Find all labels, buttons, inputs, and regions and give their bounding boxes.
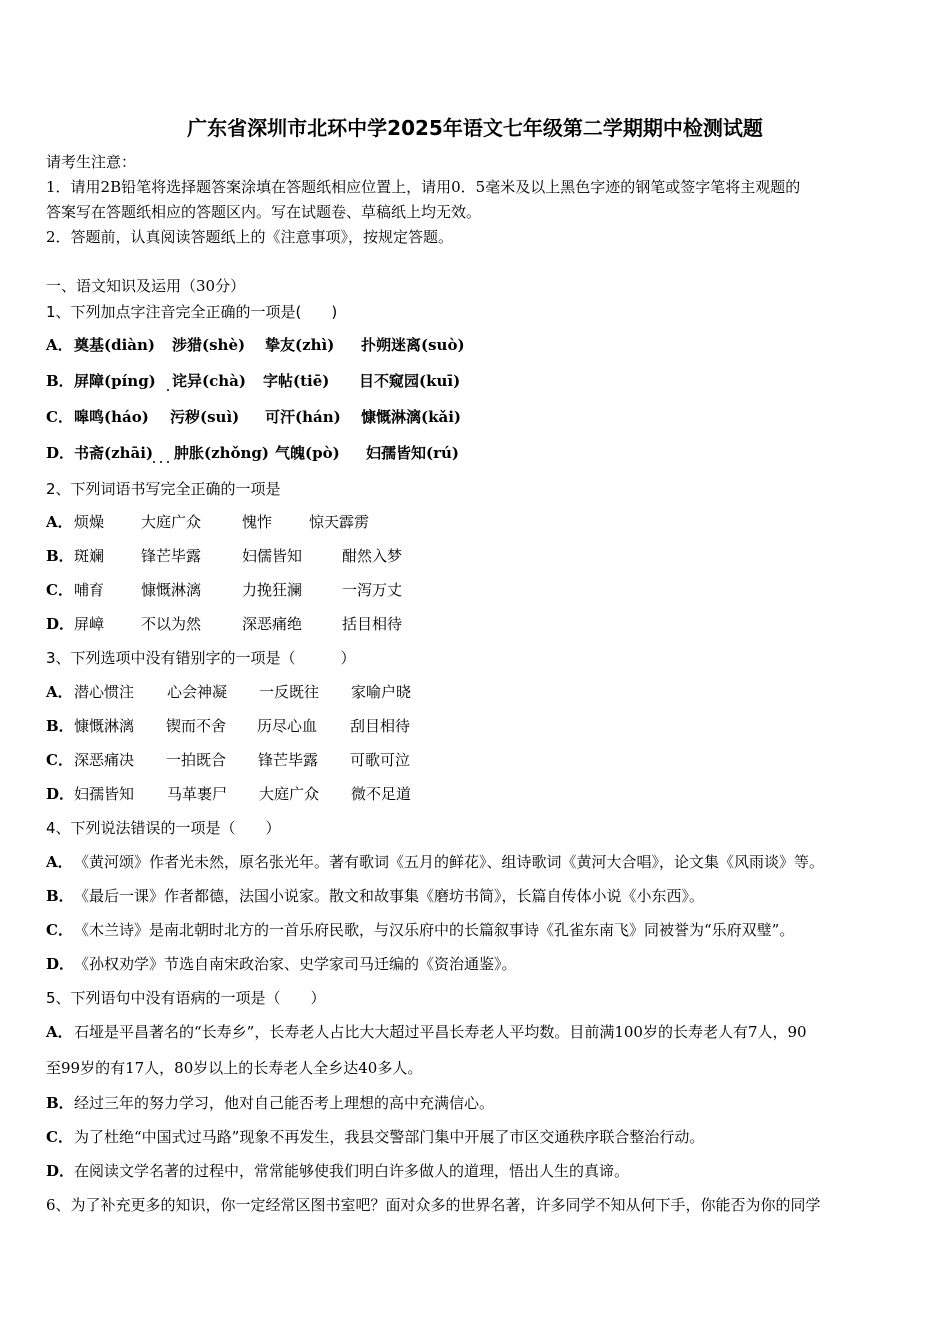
option-word: 挚友(zhì): [265, 336, 335, 354]
option-word: 哺育: [74, 581, 105, 599]
option-label: A．: [46, 683, 73, 701]
option-label: A．: [46, 1023, 73, 1041]
option-word: 一拍既合: [166, 751, 227, 769]
option-text: 《孙权劝学》节选自南宋政治家、史学家司马迁编的《资治通鉴》。: [74, 955, 517, 973]
option-word: 字帖(tiē): [263, 372, 330, 390]
option-word: 书斋(zhāi): [74, 444, 154, 462]
q4-option-b: [46, 886, 704, 906]
option-word: 慷慨淋漓: [74, 717, 135, 735]
option-word: 力挽狂澜: [242, 581, 303, 599]
option-word: 妇孺皆知(rú): [366, 444, 460, 462]
option-word: 一泻万丈: [342, 581, 403, 599]
q4-option-d: [46, 954, 517, 974]
option-text: 《最后一课》作者都德，法国小说家。散文和故事集《磨坊书简》，长篇自传体小说《小东西》。: [74, 887, 705, 905]
option-word: 惊天霹雳: [309, 513, 370, 531]
option-label: C．: [46, 581, 73, 599]
option-word: 目不窥园(kuī): [359, 372, 461, 390]
option-word: 妇儒皆知: [242, 547, 303, 565]
page-title: 广东省深圳市北环中学2025年语文七年级第二学期期中检测试题: [187, 116, 763, 140]
option-word: 微不足道: [351, 785, 412, 803]
option-word: 涉猎(shè): [172, 336, 246, 354]
question-5-stem: 5、下列语句中没有语病的一项是（ ）: [46, 989, 326, 1007]
option-word: 可歌可泣: [350, 751, 411, 769]
option-word: 大庭广众: [259, 785, 320, 803]
option-word: 屏障(píng): [74, 372, 156, 390]
notice-heading: 请考生注意：: [46, 153, 137, 171]
option-word: 刮目相待: [350, 717, 411, 735]
option-text: 经过三年的努力学习，他对自己能否考上理想的高中充满信心。: [74, 1094, 495, 1112]
section-heading: 一、语文知识及运用（30分）: [46, 277, 246, 295]
q5-option-b: [46, 1093, 494, 1113]
option-word: 屏嶂: [74, 615, 105, 633]
option-word: 烦燥: [74, 513, 105, 531]
option-text: 《黄河颂》作者光未然，原名张光年。著有歌词《五月的鲜花》、组诗歌词《黄河大合唱》，论文集《风雨谈》等。: [74, 853, 825, 871]
q5-option-a: [46, 1022, 807, 1042]
option-label: D．: [46, 615, 75, 633]
notice-line-1a: 1．请用2B铅笔将选择题答案涂填在答题纸相应位置上，请用0．5毫米及以上黑色字迹的钢笔或签字笔将主观题的: [46, 178, 801, 196]
option-text: 在阅读文学名著的过程中，常常能够使我们明白许多做人的道理，悟出人生的真谛。: [74, 1162, 630, 1180]
option-word: 慷慨淋漓: [141, 581, 202, 599]
emphasis-dot: [160, 461, 162, 463]
option-word: 不以为然: [141, 615, 202, 633]
q5-option-c: [46, 1127, 704, 1147]
q4-option-a: [46, 852, 824, 872]
q5-option-a-continued: 至99岁的有17人，80岁以上的长寿老人全乡达40多人。: [46, 1059, 423, 1077]
option-word: 气魄(pò): [275, 444, 340, 462]
emphasis-dot: [167, 389, 169, 391]
option-text: 为了杜绝“中国式过马路”现象不再发生，我县交警部门集中开展了市区交通秩序联合整治行动。: [74, 1128, 705, 1146]
option-label: D．: [46, 955, 75, 973]
option-label: D．: [46, 785, 75, 803]
option-word: 马革裹尸: [167, 785, 228, 803]
option-label: D．: [46, 444, 75, 462]
question-3-stem: 3、下列选项中没有错别字的一项是（ ）: [46, 649, 356, 667]
option-label: D．: [46, 1162, 75, 1180]
option-word: 深恶痛绝: [242, 615, 303, 633]
option-word: 心会神凝: [167, 683, 228, 701]
option-word: 扑朔迷离(suò): [361, 336, 465, 354]
option-word: 愧怍: [242, 513, 273, 531]
option-word: 潜心惯注: [74, 683, 135, 701]
question-1-stem: 1、下列加点字注音完全正确的一项是( ): [46, 303, 338, 321]
option-word: 家喻户晓: [351, 683, 412, 701]
option-word: 嗥鸣(háo): [74, 408, 149, 426]
question-2-stem: 2、下列词语书写完全正确的一项是: [46, 480, 281, 498]
option-word: 慷慨淋漓(kǎi): [361, 408, 462, 426]
option-word: 历尽心血: [257, 717, 318, 735]
option-label: A．: [46, 853, 73, 871]
option-word: 锋芒毕露: [258, 751, 319, 769]
option-word: 污秽(suì): [170, 408, 240, 426]
option-label: C．: [46, 1128, 73, 1146]
option-label: C．: [46, 751, 73, 769]
option-label: A．: [46, 513, 73, 531]
option-word: 一反既往: [259, 683, 320, 701]
notice-line-2: 2．答题前，认真阅读答题纸上的《注意事项》，按规定答题。: [46, 228, 454, 246]
option-text: 《木兰诗》是南北朝时北方的一首乐府民歌，与汉乐府中的长篇叙事诗《孔雀东南飞》同被誉为“乐府双璧”。: [74, 921, 795, 939]
option-label: B．: [46, 717, 74, 735]
option-label: B．: [46, 372, 74, 390]
question-4-stem: 4、下列说法错误的一项是（ ）: [46, 819, 281, 837]
option-text: 石垭是平昌著名的“长寿乡”，长寿老人占比大大超过平昌长寿老人平均数。目前满100岁的长寿老人有7人，90: [74, 1023, 807, 1041]
option-word: 括目相待: [342, 615, 403, 633]
option-word: 锲而不舍: [166, 717, 227, 735]
option-label: A．: [46, 336, 73, 354]
option-word: 深恶痛决: [74, 751, 135, 769]
option-label: C．: [46, 921, 73, 939]
option-word: 斑斓: [74, 547, 105, 565]
option-label: B．: [46, 887, 74, 905]
option-label: B．: [46, 1094, 74, 1112]
option-word: 奠基(diàn): [74, 336, 156, 354]
option-word: 大庭广众: [141, 513, 202, 531]
option-word: 锋芒毕露: [141, 547, 202, 565]
option-word: 妇孺皆知: [74, 785, 135, 803]
option-label: C．: [46, 408, 73, 426]
emphasis-dot: [153, 461, 155, 463]
option-word: 肿胀(zhǒng): [174, 444, 270, 462]
option-word: 酣然入梦: [342, 547, 403, 565]
option-label: B．: [46, 547, 74, 565]
option-word: 诧异(chà): [172, 372, 246, 390]
q4-option-c: [46, 920, 794, 940]
emphasis-dot: [167, 461, 169, 463]
question-6-stem: 6、为了补充更多的知识，你一定经常区图书室吧？面对众多的世界名著，许多同学不知从何下手，你能否为你的同学: [46, 1196, 821, 1214]
notice-line-1b: 答案写在答题纸相应的答题区内。写在试题卷、草稿纸上均无效。: [46, 203, 482, 221]
q5-option-d: [46, 1161, 629, 1181]
option-word: 可汗(hán): [265, 408, 341, 426]
